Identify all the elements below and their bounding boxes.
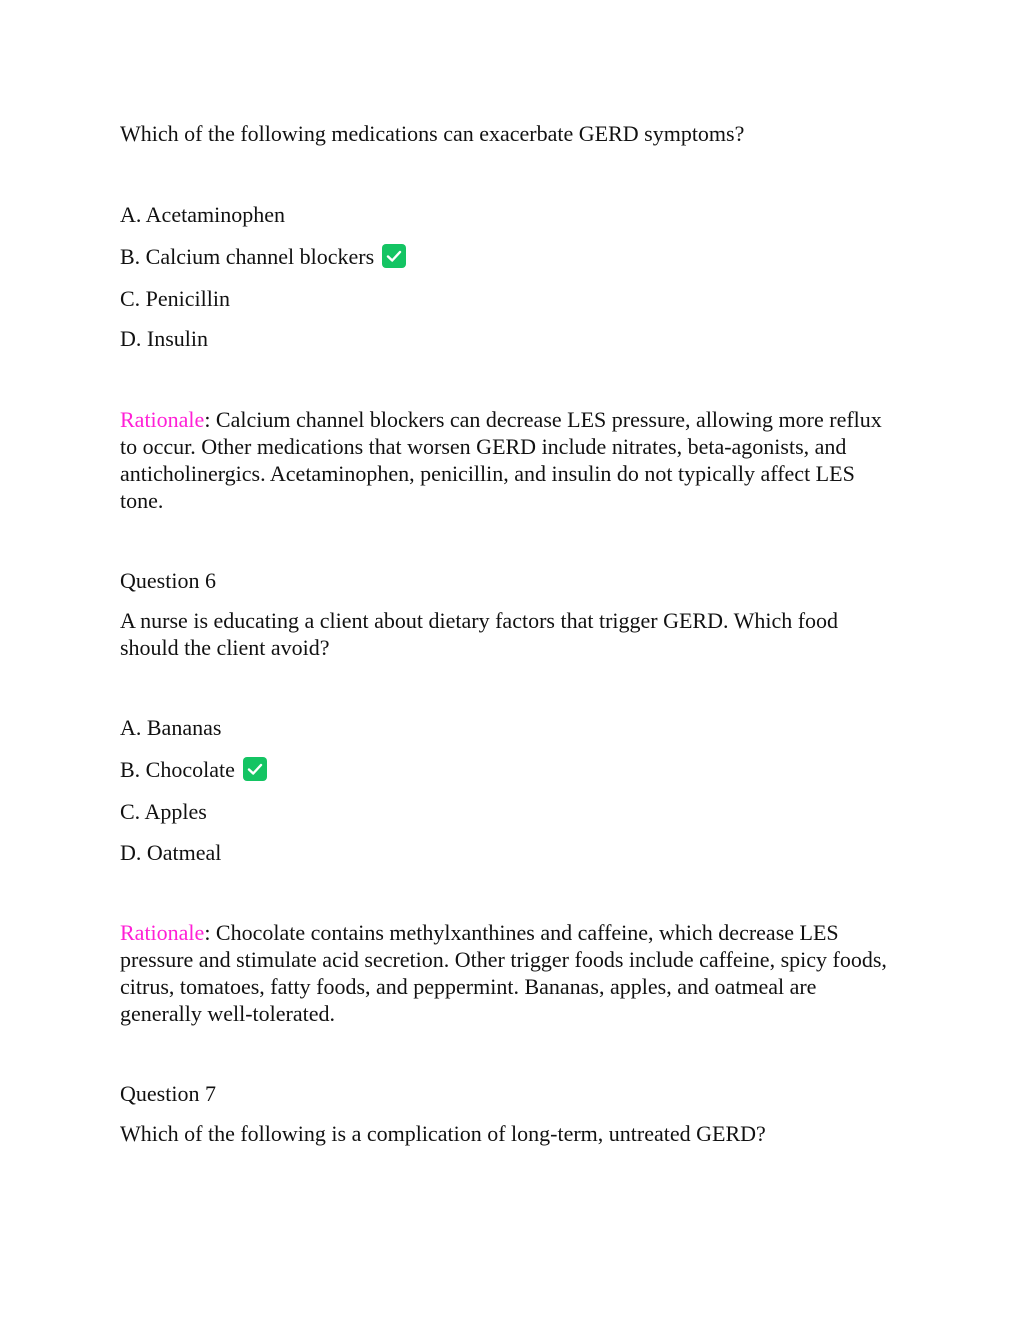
question-5-option-d: D. Insulin [120, 326, 208, 351]
question-6-option-c: C. Apples [120, 799, 207, 824]
question-6-stem: A nurse is educating a client about dietary factors that trigger GERD. Which food should the client avoid? [120, 608, 839, 660]
question-5-option-b [120, 243, 406, 270]
question-6-heading: Question 6 [120, 568, 216, 593]
check-mark-icon [243, 757, 267, 781]
question-6-option-a: A. Bananas [120, 715, 222, 740]
check-mark-icon [382, 244, 406, 268]
question-6-option-b [120, 756, 267, 783]
question-6-option-b-label: B. Chocolate [120, 757, 235, 782]
question-5-option-a: A. Acetaminophen [120, 202, 285, 227]
question-5-rationale [120, 406, 895, 514]
question-6-option-d: D. Oatmeal [120, 840, 222, 865]
question-5-stem: Which of the following medications can exacerbate GERD symptoms? [120, 121, 745, 146]
question-7-heading: Question 7 [120, 1081, 216, 1106]
rationale-text: : Chocolate contains methylxanthines and caffeine, which decrease LES pressure and stimulate acid secretion. Other trigger foods include caffeine, spicy foods, citrus, tomatoes, fatty foods, and peppermint. Bananas, apples, and oatmeal are generally well-tolerated. [120, 920, 887, 1026]
question-5-option-b-label: B. Calcium channel blockers [120, 244, 375, 269]
question-6-rationale [120, 919, 895, 1027]
rationale-label: Rationale [120, 920, 205, 945]
rationale-text: : Calcium channel blockers can decrease LES pressure, allowing more reflux to occur. Other medications that worsen GERD include nitrates, beta-agonists, and anticholinergics. Acetaminophen, penicillin, and insulin do not typically affect LES tone. [120, 407, 882, 513]
rationale-label: Rationale [120, 407, 205, 432]
question-7-stem: Which of the following is a complication of long-term, untreated GERD? [120, 1121, 766, 1146]
question-5-option-c: C. Penicillin [120, 286, 230, 311]
